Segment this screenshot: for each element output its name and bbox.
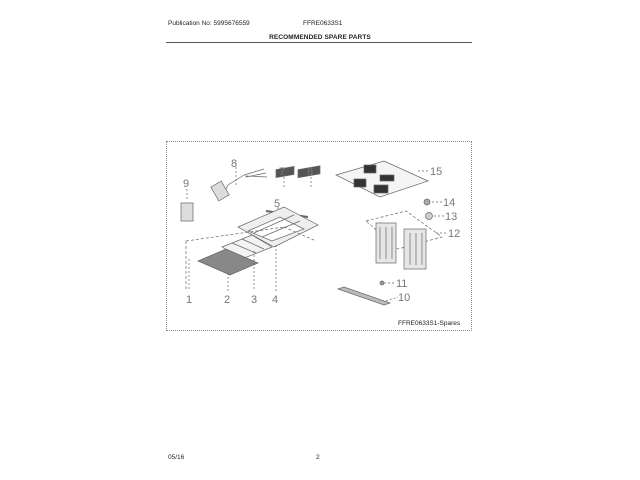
mounting-rail-part	[338, 281, 398, 305]
model-number: FFRE0633S1	[303, 20, 343, 27]
callout-13: 13	[445, 211, 458, 223]
callout-12: 12	[448, 228, 461, 240]
callout-15: 15	[430, 166, 443, 178]
publication-number: Publication No: 5995676559	[168, 20, 250, 27]
control-knob-parts	[424, 199, 444, 220]
header-rule	[166, 42, 472, 43]
remote-control-part	[181, 189, 193, 221]
section-title: RECOMMENDED SPARE PARTS	[269, 34, 371, 41]
exploded-parts-diagram	[166, 141, 472, 331]
callout-14: 14	[443, 197, 456, 209]
callout-11: 11	[396, 278, 408, 290]
callout-9: 9	[183, 178, 190, 190]
callout-2: 2	[224, 294, 231, 306]
callout-5: 5	[274, 198, 281, 210]
callout-6: 6	[307, 166, 314, 178]
top-cover-part	[336, 161, 428, 197]
side-curtain-parts	[366, 211, 448, 269]
callout-3: 3	[251, 294, 258, 306]
callout-4: 4	[272, 294, 279, 306]
callout-8: 8	[231, 158, 238, 170]
power-cord-part	[211, 163, 267, 201]
callout-1: 1	[186, 294, 193, 306]
callout-10: 10	[398, 292, 411, 304]
diagram-caption: FFRE0633S1-Spares	[398, 320, 461, 327]
callout-7: 7	[279, 166, 286, 178]
footer-date: 05/16	[168, 454, 185, 461]
page-number: 2	[316, 454, 320, 461]
